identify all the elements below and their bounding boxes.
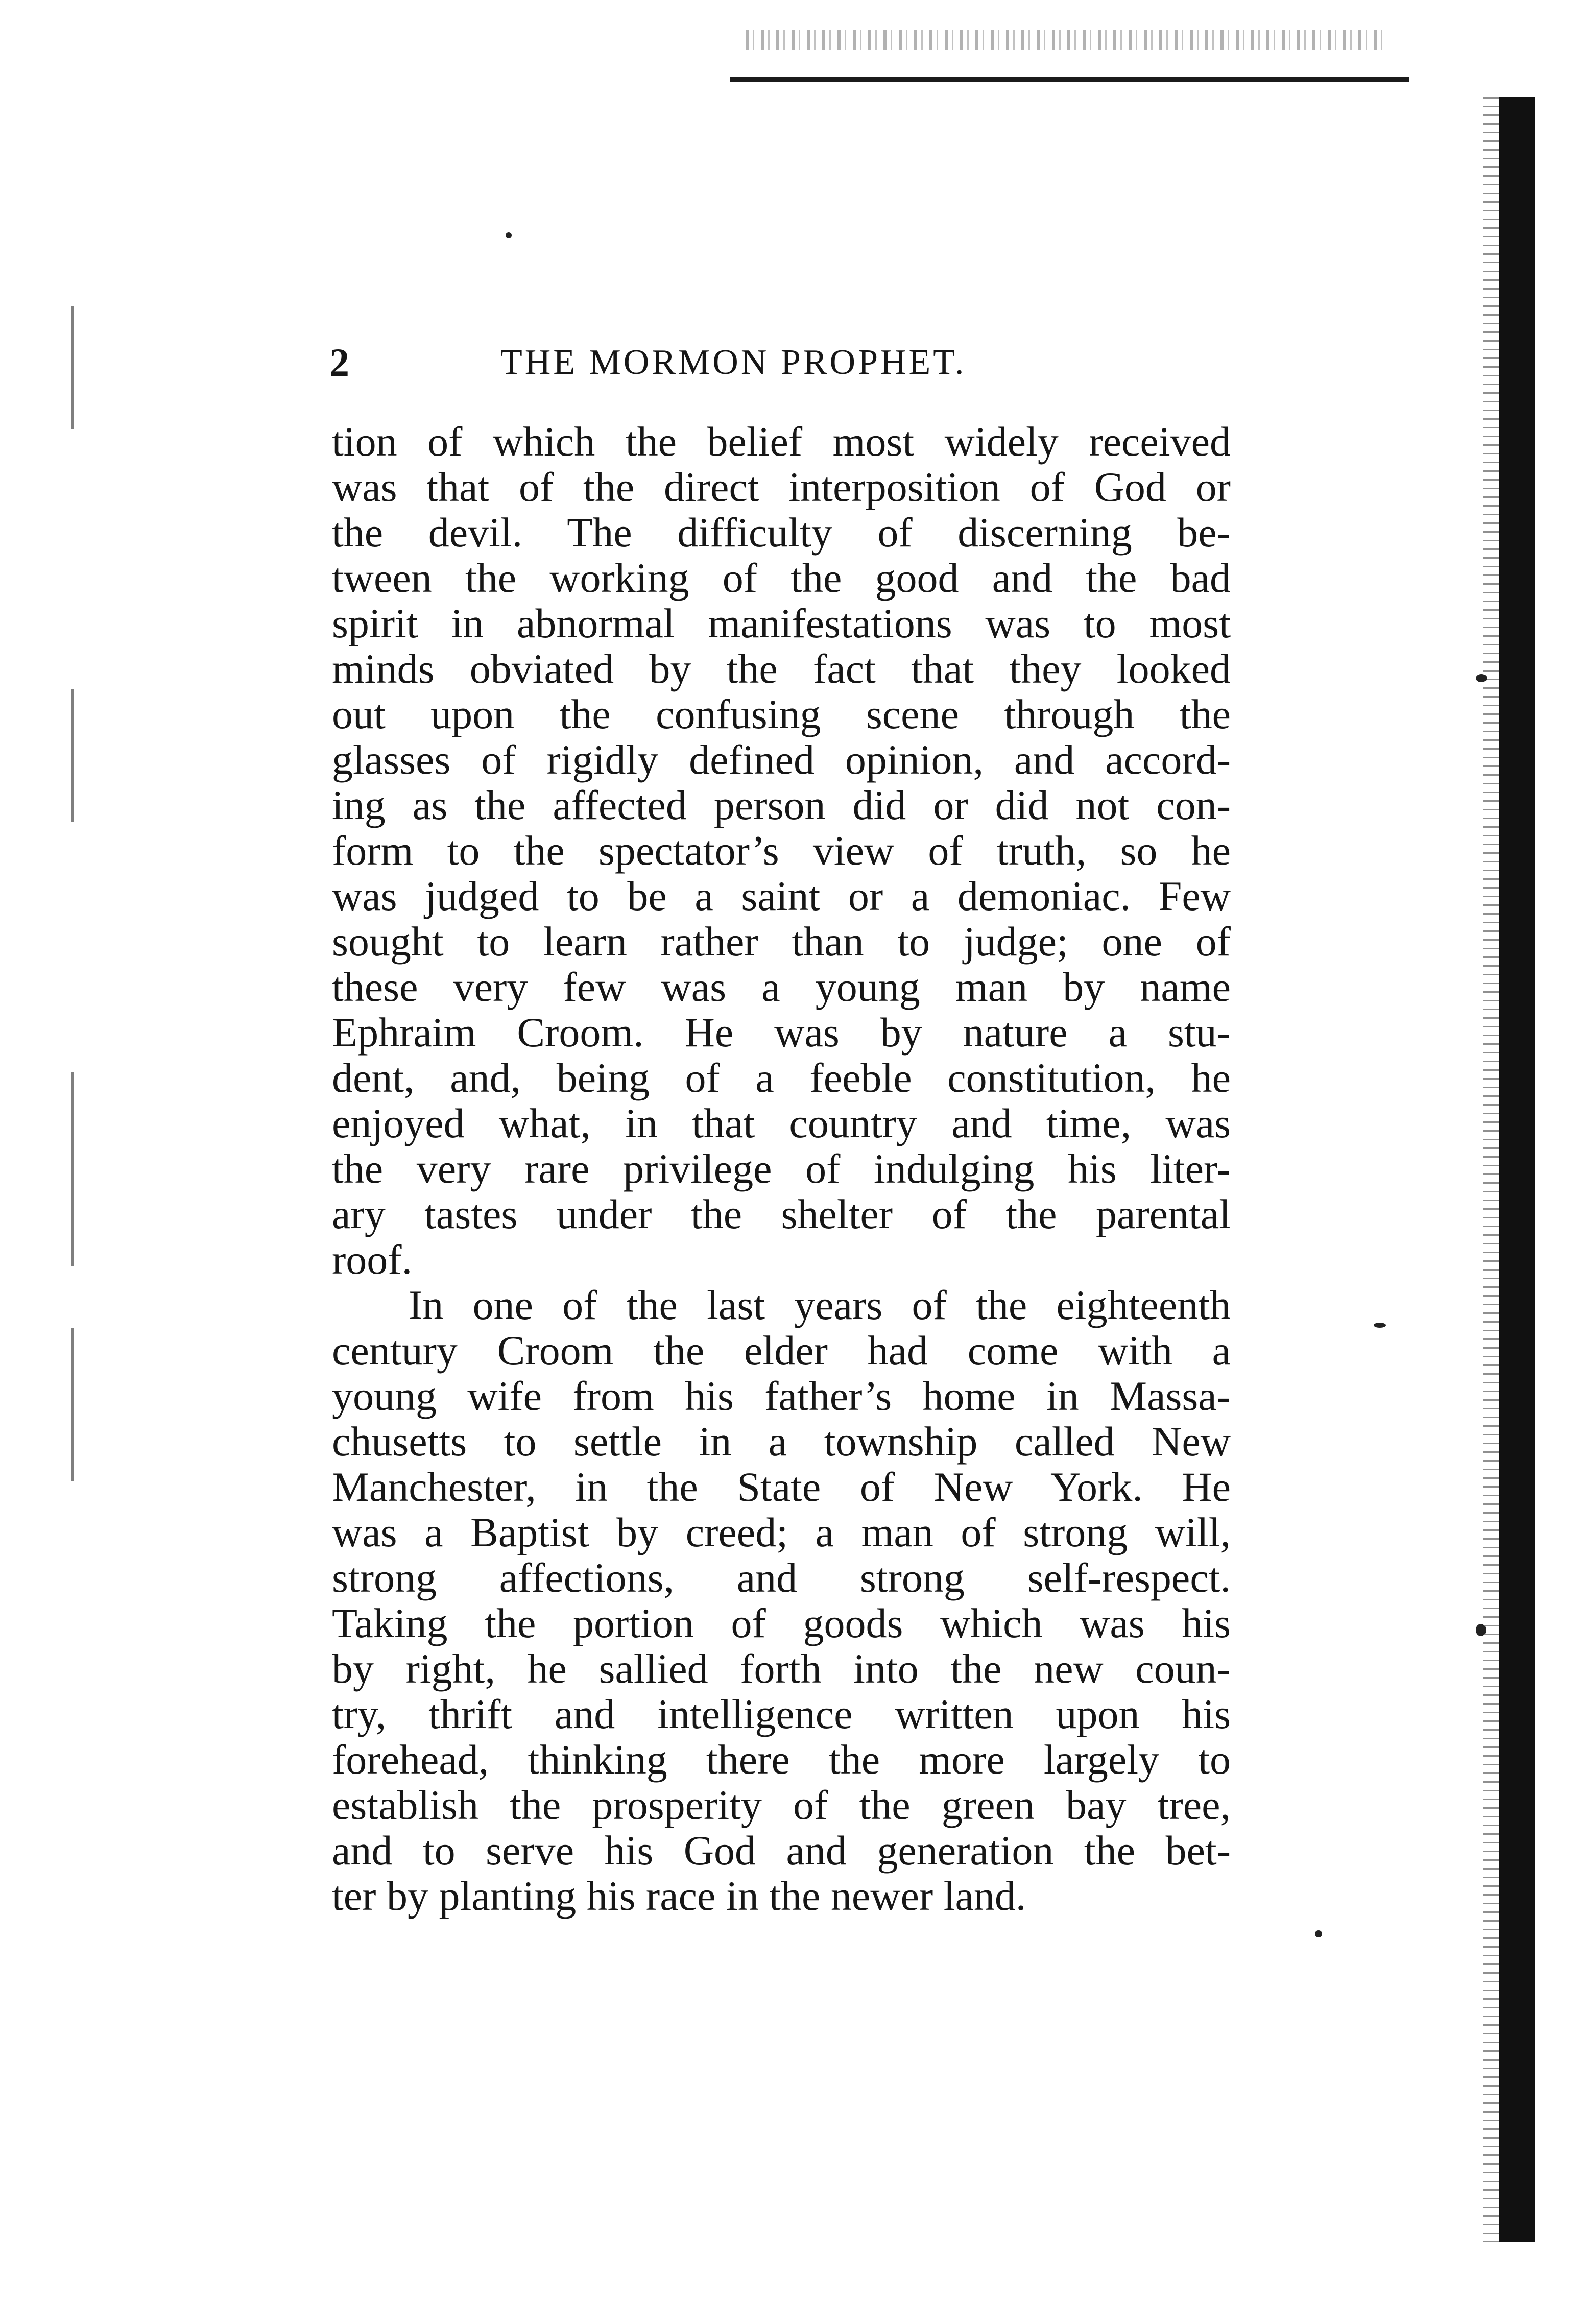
scan-speck: [1476, 1624, 1486, 1636]
text-line: was judged to be a saint or a demoniac. Few: [332, 873, 1231, 919]
text-line: by right, he sallied forth into the new coun-: [332, 1645, 1231, 1692]
scan-speck: [1315, 1930, 1322, 1937]
text-line: young wife from his father’s home in Massa-: [332, 1373, 1231, 1419]
text-line: spirit in abnormal manifestations was to most: [332, 600, 1231, 646]
text-line: tween the working of the good and the bad: [332, 555, 1231, 601]
scan-noise-top: [746, 30, 1389, 50]
text-line: Taking the portion of goods which was his: [332, 1600, 1231, 1646]
scan-margin-mark: [71, 306, 74, 429]
text-line: was that of the direct interposition of God or: [332, 464, 1231, 510]
text-line: minds obviated by the fact that they looked: [332, 645, 1231, 692]
text-line: century Croom the elder had come with a: [332, 1327, 1231, 1374]
text-line: the devil. The difficulty of discerning be-: [332, 509, 1231, 556]
paragraph: [332, 419, 1231, 1282]
text-line: establish the prosperity of the green bay tree,: [332, 1782, 1231, 1828]
text-line: was a Baptist by creed; a man of strong will,: [332, 1509, 1231, 1555]
scan-margin-mark: [71, 1328, 74, 1481]
text-line: Ephraim Croom. He was by nature a stu-: [332, 1009, 1231, 1056]
text-line: enjoyed what, in that country and time, was: [332, 1100, 1231, 1146]
text-line: try, thrift and intelligence written upon his: [332, 1691, 1231, 1737]
text-line: roof.: [332, 1236, 413, 1283]
scan-edge-right: [1499, 97, 1535, 2242]
scan-rule-top: [730, 77, 1409, 82]
scan-edge-fringe: [1483, 97, 1501, 2242]
scan-margin-mark: [71, 689, 74, 822]
text-line: chusetts to settle in a township called New: [332, 1418, 1231, 1465]
text-line: the very rare privilege of indulging his liter-: [332, 1145, 1231, 1192]
text-line: form to the spectator’s view of truth, so he: [332, 827, 1231, 874]
text-line: In one of the last years of the eighteenth: [409, 1282, 1231, 1328]
paragraph: [332, 1282, 1231, 1919]
text-line: out upon the confusing scene through the: [332, 691, 1231, 737]
text-line: ary tastes under the shelter of the parental: [332, 1191, 1231, 1237]
text-line: and to serve his God and generation the bet-: [332, 1827, 1231, 1874]
text-line: Manchester, in the State of New York. He: [332, 1464, 1231, 1510]
text-line: tion of which the belief most widely received: [332, 418, 1231, 465]
scan-speck: [1476, 674, 1487, 682]
text-line: ing as the affected person did or did not con-: [332, 782, 1231, 828]
text-line: sought to learn rather than to judge; one of: [332, 918, 1231, 965]
text-line: ter by planting his race in the newer land.: [332, 1873, 1026, 1919]
text-line: dent, and, being of a feeble constitution, he: [332, 1055, 1231, 1101]
scan-margin-mark: [71, 1072, 74, 1266]
page-number: 2: [329, 340, 349, 385]
scan-speck: [506, 232, 512, 238]
page-header: [329, 337, 1259, 388]
text-line: strong affections, and strong self-respect.: [332, 1554, 1231, 1601]
scan-speck: [1374, 1323, 1386, 1328]
text-line: glasses of rigidly defined opinion, and accord-: [332, 736, 1231, 783]
text-line: these very few was a young man by name: [332, 964, 1231, 1010]
text-line: forehead, thinking there the more largely to: [332, 1736, 1231, 1783]
running-head: THE MORMON PROPHET.: [500, 343, 967, 382]
body-text: [332, 419, 1231, 1919]
